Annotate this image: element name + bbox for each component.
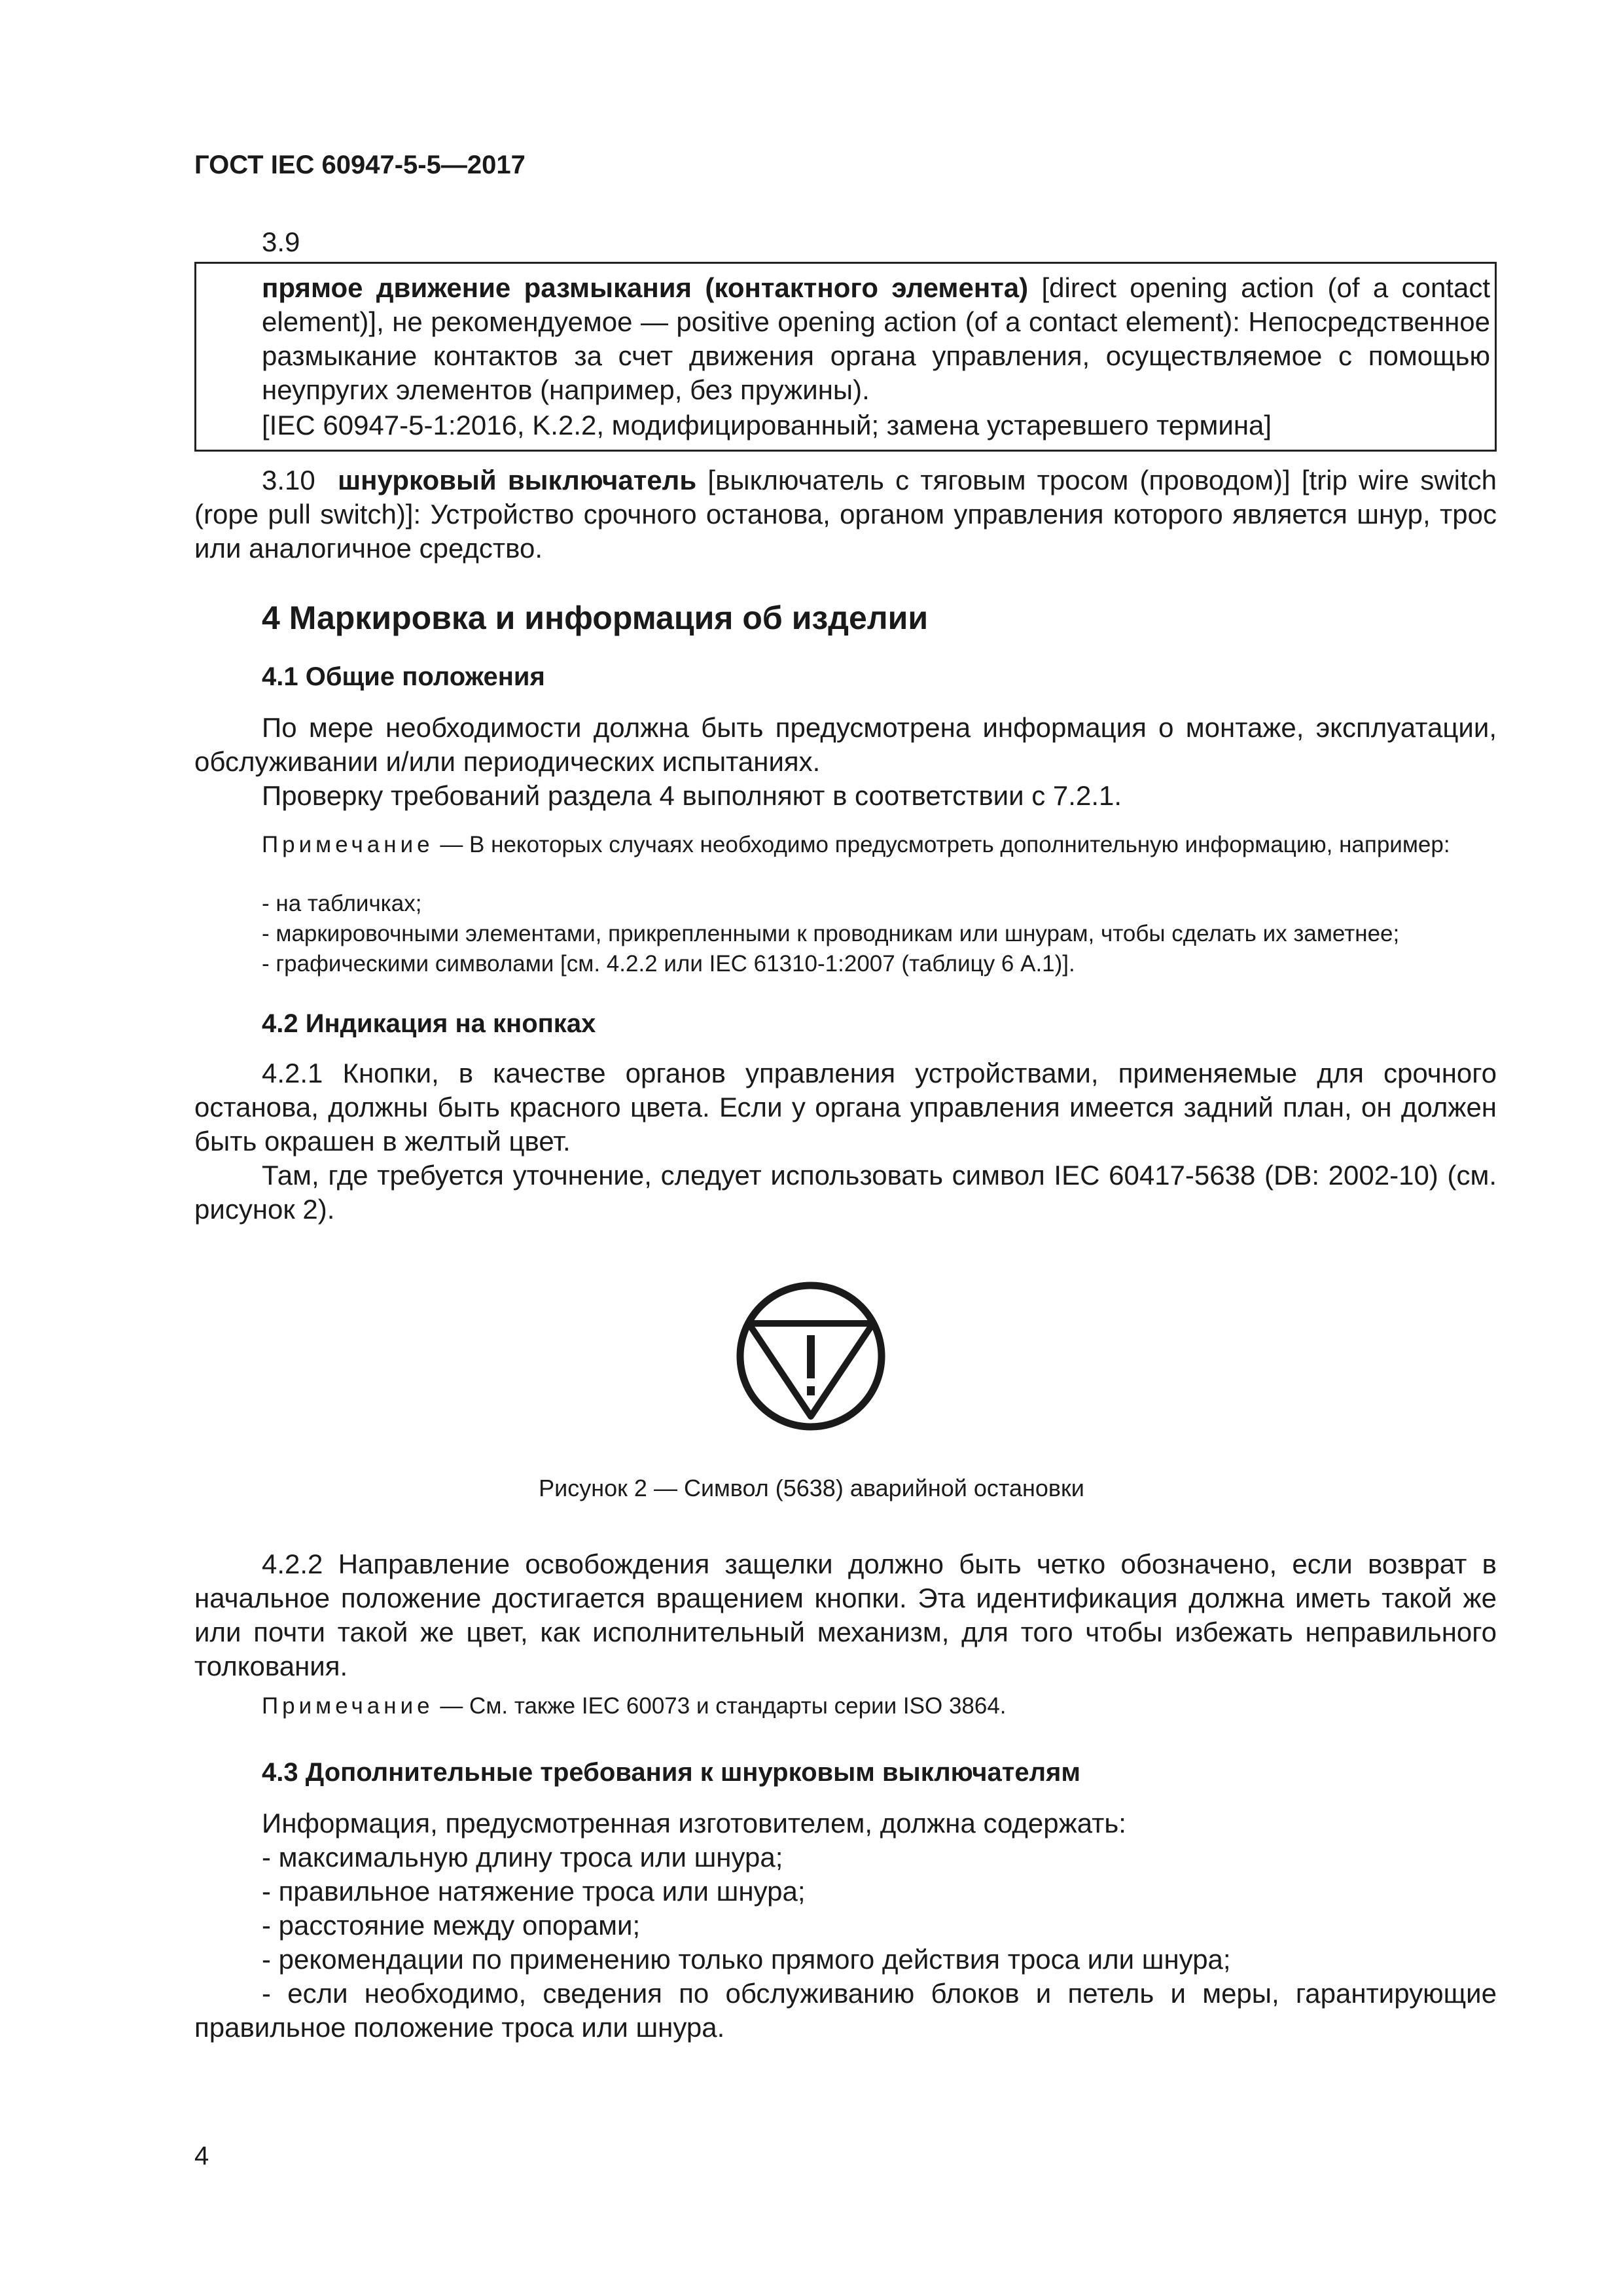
note-label: Примечание [262,1693,434,1719]
list-item: - расстояние между опорами; [262,1910,641,1941]
section-4-3-heading: 4.3 Дополнительные требования к шнурковым выключателям [262,1758,1080,1787]
note-list-item: - графическими символами [см. 4.2.2 или IEC 61310-1:2007 (таблицу 6 A.1)]. [262,951,1075,977]
warning-triangle-circle-icon [763,1268,859,1444]
note-text: — В некоторых случаях необходимо предусмотреть дополнительную информацию, например: [433,832,1450,857]
section-4-1-heading: 4.1 Общие положения [262,662,545,691]
section-4-1-paragraph-1: По мере необходимости должна быть предусмотрена информация о монтаже, эксплуатации, обслуживании и/или периодических испытаниях. [194,712,1497,777]
note-text: — См. также IEC 60073 и стандарты серии ISO 3864. [433,1693,1007,1719]
term-3-10-number: 3.10 [262,465,315,495]
term-3-9-number: 3.9 [262,226,300,257]
term-3-10-text: [выключатель с тяговым тросом (проводом)] [trip wire switch (rope pull switch)]: Устройство срочного останова, органом управления которого является шнур, трос или аналогичное средство. [194,465,1497,564]
figure-2-caption: Рисунок 2 — Символ (5638) аварийной остановки [539,1475,1084,1501]
section-4-1-paragraph-2: Проверку требований раздела 4 выполняют в соответствии с 7.2.1. [262,780,1122,811]
section-4-1-note [194,831,1497,859]
section-4-2-1-paragraph: 4.2.1 Кнопки, в качестве органов управления устройствами, применяемые для срочного останова, должны быть красного цвета. Если у органа управления имеется задний план, он должен быть окрашен в желтый цвет. [194,1058,1497,1157]
term-3-10-definition [194,463,1497,565]
section-4-2-1-symbol-paragraph: Там, где требуется уточнение, следует использовать символ IEC 60417-5638 (DB: 2002-10) (см. рисунок 2). [194,1160,1497,1225]
section-4-2-2-paragraph: 4.2.2 Направление освобождения защелки должно быть четко обозначено, если возврат в начальное положение достигается вращением кнопки. Эта идентификация должна иметь такой же или почти такой же цвет, как исполнительный механизм, для того чтобы избежать неправильного толкования. [194,1549,1497,1681]
page-number: 4 [194,2142,209,2170]
list-item: - правильное натяжение троса или шнура; [262,1876,806,1907]
term-3-10-term: шнурковый выключатель [338,465,697,495]
note-label: Примечание [262,832,434,857]
term-3-9-term: прямое движение размыкания (контактного элемента) [262,272,1029,303]
list-item: - максимальную длину троса или шнура; [262,1842,783,1873]
list-item: - рекомендации по применению только прямого действия троса или шнура; [262,1944,1231,1975]
emergency-stop-symbol [763,1268,859,1452]
section-4-2-heading: 4.2 Индикация на кнопках [262,1009,596,1038]
term-3-9-text: [direct opening action (of a contact element)], не рекомендуемое — positive opening action (of a contact element): Непосредственное размыкание контактов за счет движения органа управления, осуществляемое с помощью неупругих элементов (например, без пружины). [262,272,1490,405]
section-4-2-note [262,1693,1497,1720]
section-4-3-intro: Информация, предусмотренная изготовителем, должна содержать: [262,1808,1126,1839]
note-list-item: - на табличках; [262,891,422,916]
term-3-9-definition [262,271,1490,407]
document-id: ГОСТ IEC 60947-5-5—2017 [194,151,526,179]
term-3-9-source: [IEC 60947-5-1:2016, K.2.2, модифицированный; замена устаревшего термина] [262,410,1272,440]
note-list-item: - маркировочными элементами, прикрепленными к проводникам или шнурам, чтобы сделать их заметнее; [262,921,1400,946]
section-4-heading: 4 Маркировка и информация об изделии [262,600,929,636]
list-item: - если необходимо, сведения по обслуживанию блоков и петель и меры, гарантирующие правильное положение троса или шнура. [194,1978,1497,2043]
